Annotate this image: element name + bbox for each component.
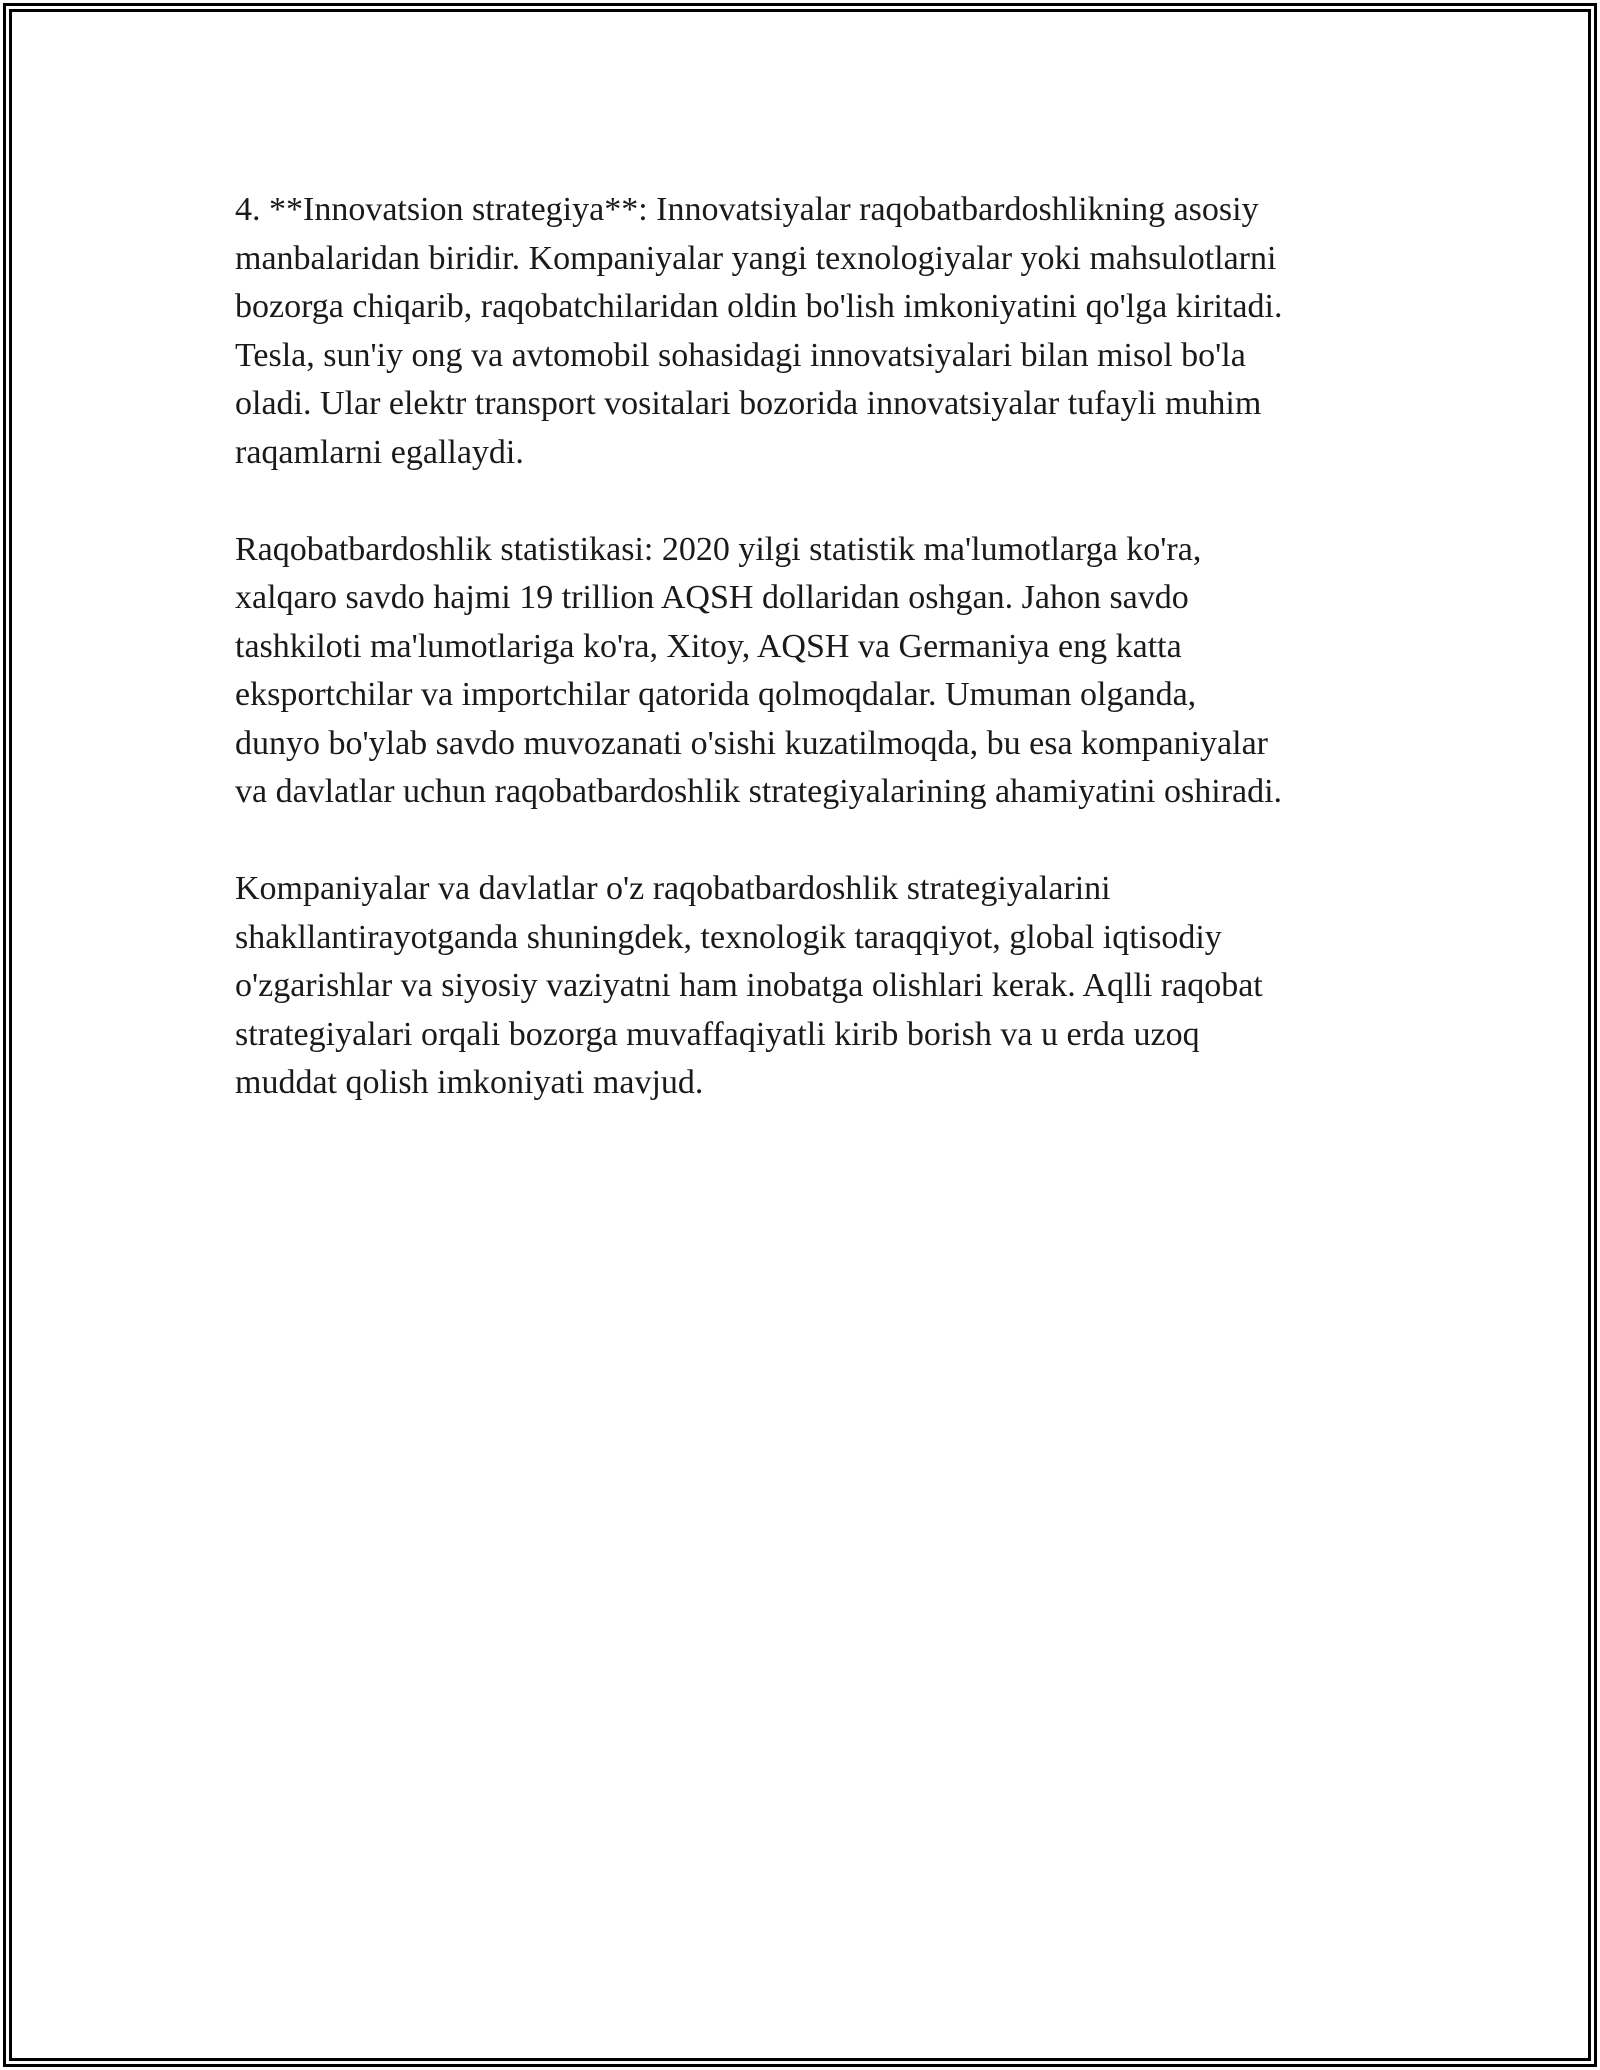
- paragraph-innovation-strategy: [235, 186, 1385, 477]
- paragraph-competitiveness-statistics: [235, 526, 1385, 817]
- text-line: dunyo bo'ylab savdo muvozanati o'sishi kuzatilmoqda, bu esa kompaniyalar: [235, 724, 1268, 762]
- text-line: Tesla, sun'iy ong va avtomobil sohasidagi innovatsiyalari bilan misol bo'la: [235, 336, 1246, 374]
- text-line: Raqobatbardoshlik statistikasi: 2020 yilgi statistik ma'lumotlarga ko'ra,: [235, 530, 1202, 568]
- text-line: tashkiloti ma'lumotlariga ko'ra, Xitoy, AQSH va Germaniya eng katta: [235, 627, 1182, 665]
- text-line: eksportchilar va importchilar qatorida qolmoqdalar. Umuman olganda,: [235, 676, 1197, 713]
- text-line: xalqaro savdo hajmi 19 trillion AQSH dollaridan oshgan. Jahon savdo: [235, 579, 1189, 616]
- text-line: va davlatlar uchun raqobatbardoshlik strategiyalarining ahamiyatini oshiradi.: [235, 773, 1283, 810]
- text-line: muddat qolish imkoniyati mavjud.: [235, 1064, 704, 1101]
- text-line: o'zgarishlar va siyosiy vaziyatni ham inobatga olishlari kerak. Aqlli raqobat: [235, 967, 1263, 1004]
- text-line: shakllantirayotganda shuningdek, texnologik taraqqiyot, global iqtisodiy: [235, 918, 1222, 956]
- text-line: bozorga chiqarib, raqobatchilaridan oldin bo'lish imkoniyatini qo'lga kiritadi.: [235, 288, 1283, 325]
- text-line: 4. **Innovatsion strategiya**: Innovatsiyalar raqobatbardoshlikning asosiy: [235, 191, 1259, 228]
- text-line: manbalaridan biridir. Kompaniyalar yangi texnologiyalar yoki mahsulotlarni: [235, 239, 1277, 277]
- text-line: Kompaniyalar va davlatlar o'z raqobatbardoshlik strategiyalarini: [235, 870, 1111, 907]
- text-line: raqamlarni egallaydi.: [235, 433, 524, 471]
- text-line: strategiyalari orqali bozorga muvaffaqiyatli kirib borish va u erda uzoq: [235, 1015, 1200, 1053]
- text-line: oladi. Ular elektr transport vositalari bozorida innovatsiyalar tufayli muhim: [235, 385, 1262, 422]
- paragraph-conclusion: [235, 865, 1385, 1108]
- document-body: [235, 186, 1385, 1156]
